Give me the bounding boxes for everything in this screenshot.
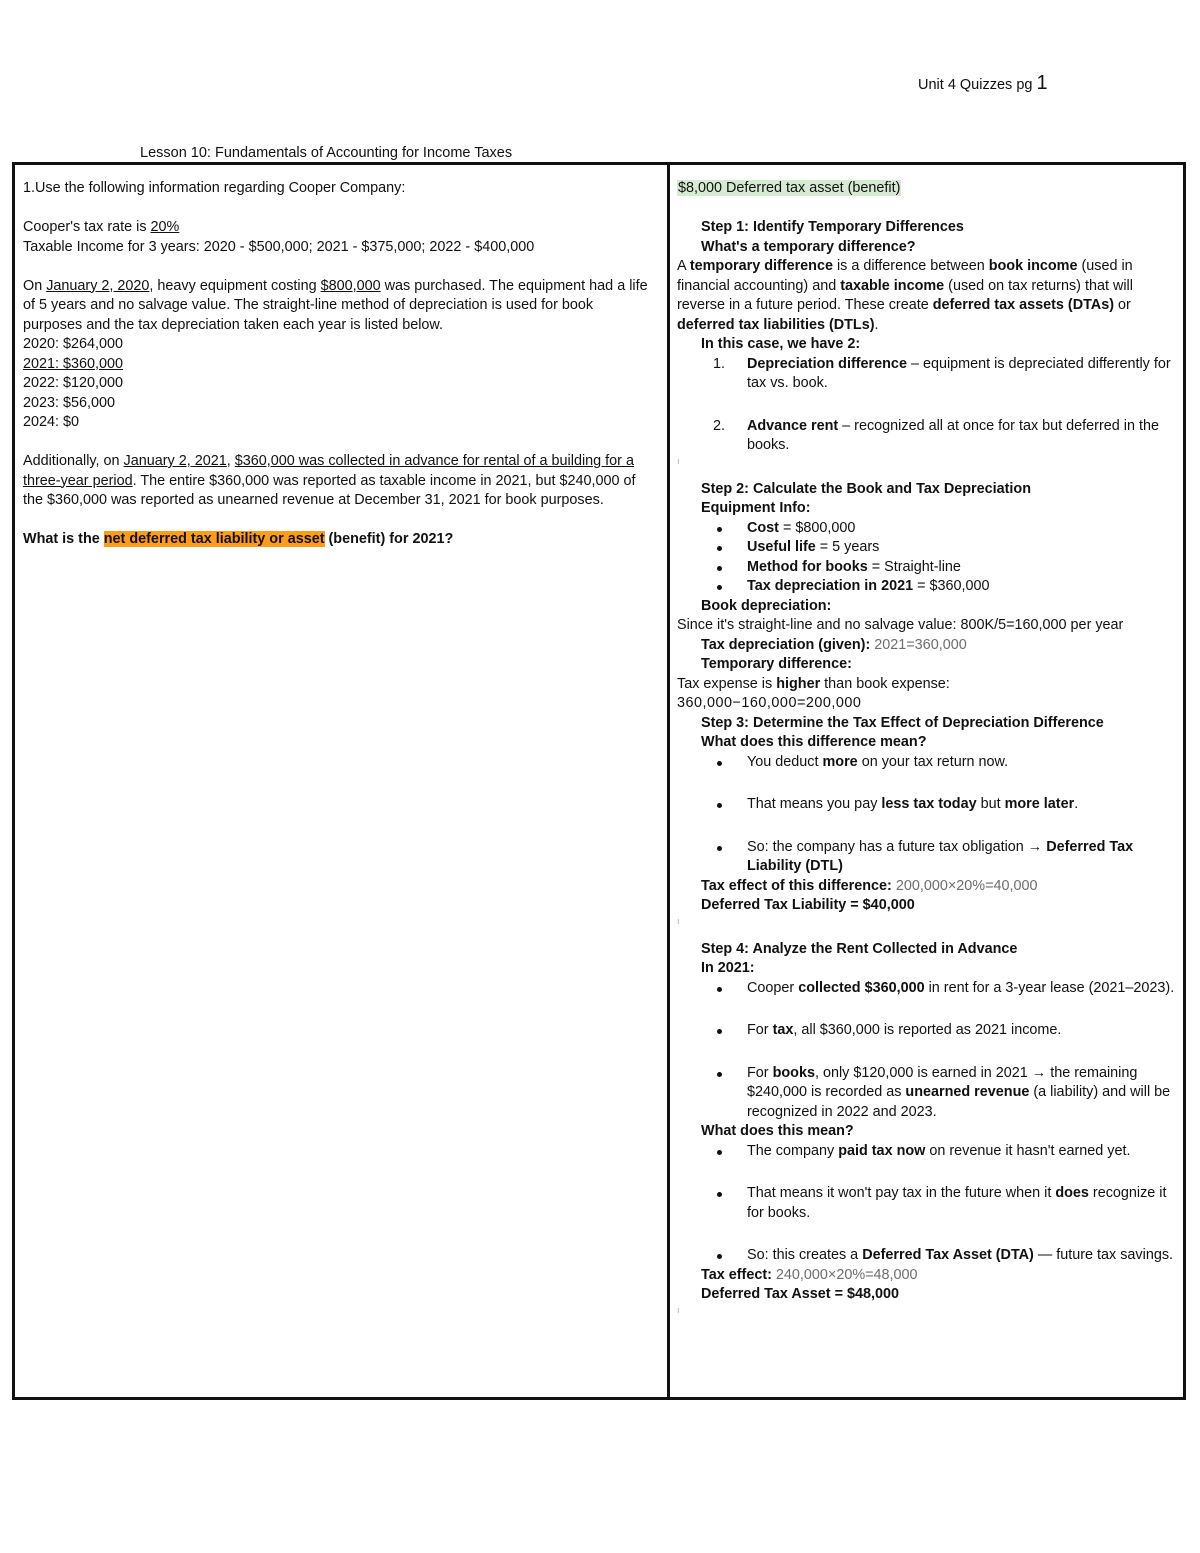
rent-paragraph: Additionally, on January 2, 2021, $360,000 was collected in advance for rental of a building for a three-year period. The entire $360,000 was reported as taxable income in 2021, but $240,000 of the $360,000 was reported as unearned revenue at December 31, 2021 for book purposes. bbox=[23, 453, 636, 508]
list-item: Cost = $800,000 bbox=[677, 519, 1177, 539]
question-cell bbox=[23, 179, 655, 550]
paragraph-mark: ı bbox=[677, 1304, 680, 1315]
equipment-paragraph: On January 2, 2020, heavy equipment costing $800,000 was purchased. The equipment had a life of 5 years and no salvage value. The straight-line method of depreciation is used for book purposes and the tax depreciation taken each year is listed below. bbox=[23, 277, 648, 333]
dep-2020: 2020: $264,000 bbox=[23, 336, 124, 352]
step1-title: Step 1: Identify Temporary Differences bbox=[701, 219, 964, 235]
header-text: Unit 4 Quizzes pg bbox=[918, 77, 1033, 93]
what-does-this-mean: What does this mean? bbox=[701, 1123, 854, 1139]
tax-expense-calc: 360,000−160,000=200,000 bbox=[677, 695, 862, 711]
step3-title: Step 3: Determine the Tax Effect of Depreciation Difference bbox=[701, 714, 1104, 731]
dep-2022: 2022: $120,000 bbox=[23, 375, 124, 391]
highlighted-phrase: net deferred tax liability or asset bbox=[103, 531, 325, 547]
list-item: For books, only $120,000 is earned in 2021 → the remaining $240,000 is recorded as unearned revenue (a liability) and will be recognized in 2022 and 2023. bbox=[677, 1064, 1177, 1123]
paragraph-mark: ı bbox=[677, 915, 680, 926]
column-divider bbox=[667, 165, 670, 1397]
in-2021-label: In 2021: bbox=[701, 960, 755, 976]
list-item: So: this creates a Deferred Tax Asset (DTA) — future tax savings. bbox=[677, 1246, 1177, 1266]
tax-effect-line: Tax effect of this difference: 200,000×20%=40,000 bbox=[701, 877, 1038, 894]
dep-2021: 2021: $360,000 bbox=[23, 355, 124, 372]
taxable-income-line: Taxable Income for 3 years: 2020 - $500,000; 2021 - $375,000; 2022 - $400,000 bbox=[23, 238, 535, 255]
tax-effect-2-line: Tax effect: 240,000×20%=48,000 bbox=[701, 1266, 918, 1283]
step3-list bbox=[677, 753, 1177, 877]
quiz-table bbox=[12, 162, 1186, 1400]
temporary-difference-definition: A temporary difference is a difference between book income (used in financial accounting) and taxable income (used on tax returns) that will reverse in a future period. These create deferred tax assets (DTAs) or deferred tax liabilities (DTLs). bbox=[677, 258, 1133, 333]
page-header bbox=[918, 74, 1048, 96]
dtl-result: Deferred Tax Liability = $40,000 bbox=[701, 897, 915, 913]
tax-expense-line: Tax expense is higher than book expense: bbox=[677, 675, 950, 692]
differences-list bbox=[677, 355, 1177, 456]
list-item: For tax, all $360,000 is reported as 2021 income. bbox=[677, 1021, 1177, 1041]
list-item: Method for books = Straight-line bbox=[677, 558, 1177, 578]
step4-meaning-list bbox=[677, 1142, 1177, 1266]
list-item: You deduct more on your tax return now. bbox=[677, 753, 1177, 773]
list-item: That means you pay less tax today but more later. bbox=[677, 795, 1177, 815]
list-item: 1. Depreciation difference – equipment is depreciated differently for tax vs. book. bbox=[713, 355, 1171, 391]
tax-rate-value: 20% bbox=[150, 219, 180, 235]
in-this-case: In this case, we have 2: bbox=[701, 336, 861, 352]
dep-2024: 2024: $0 bbox=[23, 414, 80, 430]
lesson-title: Lesson 10: Fundamentals of Accounting for Income Taxes bbox=[140, 145, 513, 161]
tax-rate-line: Cooper's tax rate is 20% bbox=[23, 219, 180, 235]
step2-title: Step 2: Calculate the Book and Tax Depreciation bbox=[701, 480, 1031, 497]
list-item: Tax depreciation in 2021 = $360,000 bbox=[677, 577, 1177, 597]
question-text: What is the net deferred tax liability or asset (benefit) for 2021? bbox=[23, 531, 454, 547]
dta-result: Deferred Tax Asset = $48,000 bbox=[701, 1286, 899, 1302]
book-depreciation-label: Book depreciation: bbox=[701, 597, 832, 614]
paragraph-mark: ı bbox=[677, 455, 680, 466]
question-intro: 1.Use the following information regarding Cooper Company: bbox=[23, 180, 406, 196]
answer-cell bbox=[677, 179, 1177, 1329]
list-item: The company paid tax now on revenue it hasn't earned yet. bbox=[677, 1142, 1177, 1162]
step3-question: What does this difference mean? bbox=[701, 734, 927, 750]
step1-question: What's a temporary difference? bbox=[701, 238, 916, 255]
equipment-list bbox=[677, 519, 1177, 597]
step4-title: Step 4: Analyze the Rent Collected in Advance bbox=[701, 940, 1018, 957]
page-number: 1 bbox=[1036, 72, 1048, 94]
temporary-difference-label: Temporary difference: bbox=[701, 656, 852, 672]
list-item: Useful life = 5 years bbox=[677, 538, 1177, 558]
list-item: That means it won't pay tax in the future when it does recognize it for books. bbox=[677, 1184, 1177, 1223]
answer-line bbox=[677, 179, 1177, 199]
list-item: So: the company has a future tax obligation → Deferred Tax Liability (DTL) bbox=[677, 838, 1177, 877]
equipment-info: Equipment Info: bbox=[701, 500, 811, 516]
step4-list bbox=[677, 979, 1177, 1123]
dep-2023: 2023: $56,000 bbox=[23, 394, 116, 411]
list-item: 2. Advance rent – recognized all at once for tax but deferred in the books. bbox=[713, 417, 1159, 453]
answer-highlight: $8,000 Deferred tax asset (benefit) bbox=[678, 180, 901, 196]
list-item: Cooper collected $360,000 in rent for a 3-year lease (2021–2023). bbox=[677, 979, 1177, 999]
tax-depreciation-line: Tax depreciation (given): 2021=360,000 bbox=[701, 636, 967, 653]
book-depreciation-calc: Since it's straight-line and no salvage value: 800K/5=160,000 per year bbox=[677, 617, 1124, 633]
